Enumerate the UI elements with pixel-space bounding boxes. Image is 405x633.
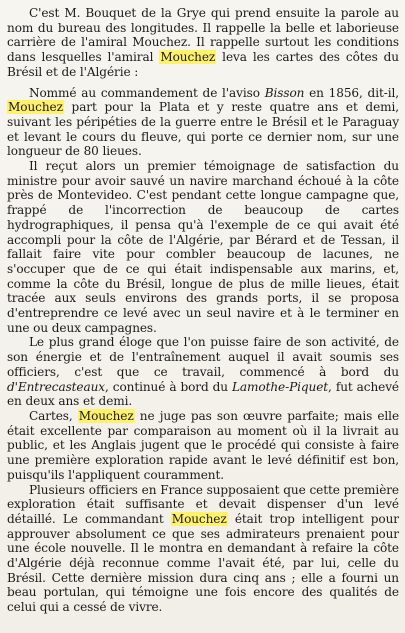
paragraph — [7, 409, 399, 483]
highlighted-name: Mouchez — [78, 408, 134, 423]
paragraph — [7, 86, 399, 160]
text-run: Le plus grand éloge que l'on puisse faire de son activité, de son énergie et de l'entraînement auquel il avait soumis ses officiers, c'est que ce travail, commencé à bord du — [7, 335, 399, 379]
highlighted-name: Mouchez — [160, 50, 216, 65]
highlighted-name: Mouchez — [171, 511, 227, 526]
article-body — [7, 6, 399, 615]
paragraph — [7, 335, 399, 409]
paragraph — [7, 6, 399, 80]
paragraph — [7, 483, 399, 615]
text-run: ne juge pas son œuvre parfaite; mais elle était excellente par comparaison au moment où il la livrait au public, et les Anglais jugent que le procédé qui consiste à faire une première exploration rapide avant le levé définitif est bon, puisqu'ils l'appliquent couramment. — [7, 408, 400, 482]
highlighted-name: Mouchez — [8, 100, 63, 115]
text-run: Nommé au commandement de l'aviso — [29, 85, 265, 100]
text-run: Plusieurs officiers en France supposaient que cette première exploration était suffisante et devait dispenser d'un levé détaillé. Le commandant — [7, 482, 399, 526]
italic-text: Lamothe-Piquet — [232, 379, 329, 394]
italic-text: Bisson — [264, 85, 305, 100]
text-run: C'est M. Bouquet de la Grye qui prend ensuite la parole au nom du bureau des longitudes. Il rappelle la belle et laborieuse carrière de l'amiral Mouchez. Il rappelle surtout les conditions dans lesquelles l'amiral — [7, 6, 399, 65]
text-run: , continué à bord du — [105, 379, 232, 394]
text-run: Il reçut alors un premier témoignage de satisfaction du ministre pour avoir sauvé un navire marchand échoué à la côte près de Montevideo. C'est pendant cette longue campagne que, frappé de l'incorrection de beaucoup de cartes hydrographiques, il pensa qu'à l'exemple de ce qui avait été accompli pour la côte de l'Algérie, par Bérard et de Tessan, il fallait faire vite pour combler beaucoup de lacunes, ne s'occuper que de ce qui était indispensable aux marins, et, comme la côte du Brésil, longue de plus de mille lieues, était tracée aux seuls environs des grands ports, il se proposa d'entreprendre ce levé avec un seul navire et à le terminer en une ou deux campagnes. — [7, 159, 399, 335]
text-run: part pour la Plata et y reste quatre ans et demi, suivant les péripéties de la guerre entre le Brésil et le Paraguay et levant le cours du fleuve, qui porte ce dernier nom, sur une longueur de 80 lieues. — [7, 100, 399, 159]
text-run: en 1856, dit-il, — [304, 85, 399, 100]
text-run: , fut achevé en deux ans et demi. — [7, 379, 399, 409]
paragraph — [7, 159, 399, 335]
text-run: leva les cartes des côtes du Brésil et de l'Algérie : — [7, 50, 399, 79]
text-run: Cartes, — [29, 408, 78, 423]
italic-text: d'Entrecasteaux — [7, 379, 106, 394]
text-run: était trop intelligent pour approuver absolument ce que ses admirateurs prenaient pour une école nouvelle. Il le montra en demandant à refaire la côte d'Algérie déjà reconnue comme l'avait été, par lui, celle du Brésil. Cette dernière mission dura cinq ans ; elle a fourni un beau portulan, qui témoigne une fois encore des qualités de celui qui a cessé de vivre. — [7, 511, 399, 615]
